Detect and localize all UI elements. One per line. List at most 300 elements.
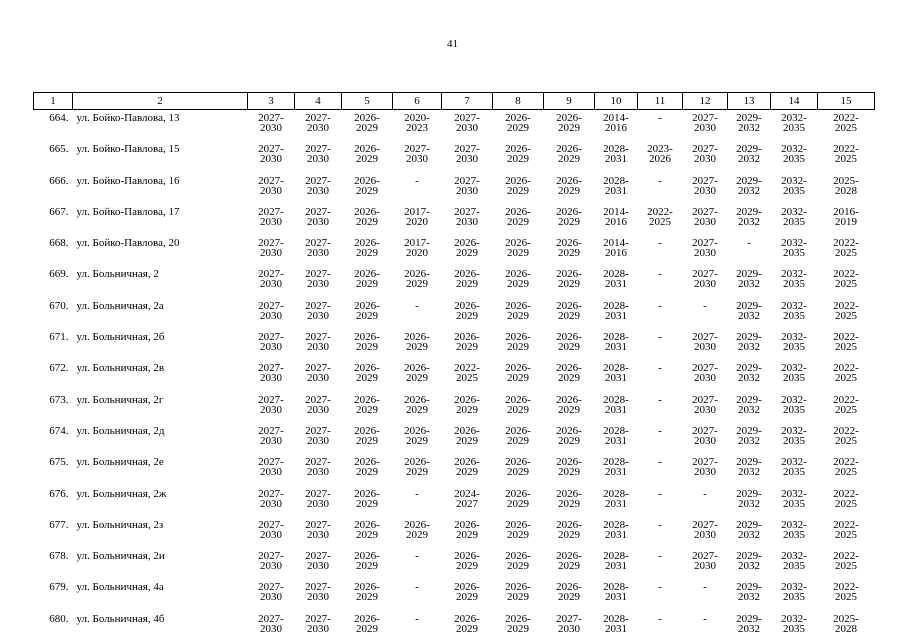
row-number: 665. <box>34 141 73 172</box>
period-start: 2027- <box>683 395 728 405</box>
period-end: 2030 <box>248 561 295 571</box>
period-end: 2030 <box>295 561 342 571</box>
period-start: 2026- <box>544 363 595 373</box>
column-header: 6 <box>393 93 442 110</box>
period-end: 2035 <box>771 561 818 571</box>
period-cell <box>638 579 683 610</box>
table-row <box>34 266 875 297</box>
period-start: - <box>638 269 683 279</box>
period-start: 2027- <box>683 207 728 217</box>
period-cell <box>295 454 342 485</box>
period-cell <box>248 110 295 142</box>
period-cell <box>638 110 683 142</box>
period-end: 2025 <box>818 405 875 415</box>
period-cell <box>442 548 493 579</box>
period-start: - <box>638 238 683 248</box>
period-cell <box>638 173 683 204</box>
period-cell <box>442 579 493 610</box>
period-end: 2032 <box>728 123 771 133</box>
period-start: 2027- <box>442 176 493 186</box>
period-end: 2016 <box>595 217 638 227</box>
period-start: 2026- <box>493 301 544 311</box>
period-end: 2029 <box>342 373 393 383</box>
period-start: 2027- <box>248 176 295 186</box>
period-cell <box>248 235 295 266</box>
period-end: 2029 <box>442 311 493 321</box>
column-header: 13 <box>728 93 771 110</box>
period-cell <box>818 298 875 329</box>
period-start: 2026- <box>442 301 493 311</box>
period-start: 2027- <box>683 269 728 279</box>
period-cell <box>493 204 544 235</box>
period-cell <box>771 110 818 142</box>
period-end: 2029 <box>442 405 493 415</box>
period-cell <box>393 392 442 423</box>
period-end: 2030 <box>295 499 342 509</box>
period-start: 2027- <box>295 332 342 342</box>
period-start: 2026- <box>442 426 493 436</box>
period-cell <box>544 141 595 172</box>
address-cell: ул. Бойко-Павлова, 13 <box>73 110 248 142</box>
period-start: 2029- <box>728 144 771 154</box>
period-end: 2031 <box>595 592 638 602</box>
period-start: 2027- <box>683 332 728 342</box>
period-end: 2029 <box>342 248 393 258</box>
period-start: 2027- <box>248 520 295 530</box>
period-start: 2032- <box>771 332 818 342</box>
period-start: 2026- <box>393 457 442 467</box>
period-end: 2031 <box>595 154 638 164</box>
period-cell <box>248 611 295 642</box>
period-cell <box>544 517 595 548</box>
period-cell <box>442 392 493 423</box>
period-end: 2030 <box>683 405 728 415</box>
period-start: 2014- <box>595 207 638 217</box>
period-start: 2027- <box>295 301 342 311</box>
period-cell <box>248 204 295 235</box>
period-cell <box>493 454 544 485</box>
period-cell <box>728 611 771 642</box>
period-cell <box>442 329 493 360</box>
period-end: 2030 <box>248 279 295 289</box>
period-end: 2029 <box>544 530 595 540</box>
period-end: 2035 <box>771 186 818 196</box>
period-cell <box>771 329 818 360</box>
period-start: 2026- <box>493 144 544 154</box>
period-end: 2032 <box>728 342 771 352</box>
period-cell <box>393 298 442 329</box>
period-cell <box>728 360 771 391</box>
period-cell <box>493 486 544 517</box>
period-end: 2032 <box>728 499 771 509</box>
period-start: 2026- <box>544 551 595 561</box>
column-header: 7 <box>442 93 493 110</box>
period-cell <box>342 266 393 297</box>
period-end: 2029 <box>544 436 595 446</box>
period-end: 2029 <box>342 279 393 289</box>
period-end: 2029 <box>342 154 393 164</box>
period-end: 2029 <box>342 186 393 196</box>
period-start: 2026- <box>493 176 544 186</box>
period-cell <box>342 110 393 142</box>
period-end: 2029 <box>393 373 442 383</box>
period-end: 2029 <box>493 186 544 196</box>
period-end: 2016 <box>595 123 638 133</box>
period-cell <box>818 329 875 360</box>
period-end: 2032 <box>728 624 771 634</box>
period-cell <box>818 423 875 454</box>
period-start: 2032- <box>771 144 818 154</box>
period-end: 2030 <box>683 436 728 446</box>
period-start: 2026- <box>442 457 493 467</box>
period-start: 2026- <box>342 363 393 373</box>
period-cell <box>728 392 771 423</box>
period-start: 2022- <box>818 332 875 342</box>
period-cell <box>295 173 342 204</box>
period-end: 2031 <box>595 311 638 321</box>
period-end: 2032 <box>728 467 771 477</box>
period-start: - <box>393 489 442 499</box>
period-start: 2026- <box>442 395 493 405</box>
table-row <box>34 392 875 423</box>
period-end: 2029 <box>493 499 544 509</box>
period-start: 2016- <box>818 207 875 217</box>
period-end: 2029 <box>393 279 442 289</box>
period-start: 2017- <box>393 207 442 217</box>
period-start: 2026- <box>493 207 544 217</box>
period-start: 2028- <box>595 301 638 311</box>
period-start: 2029- <box>728 363 771 373</box>
period-cell <box>771 611 818 642</box>
period-start: - <box>393 176 442 186</box>
period-end: 2030 <box>295 279 342 289</box>
period-cell <box>595 579 638 610</box>
period-cell <box>683 548 728 579</box>
period-end: 2030 <box>248 248 295 258</box>
period-end: 2031 <box>595 186 638 196</box>
period-cell <box>818 454 875 485</box>
period-start: 2027- <box>248 457 295 467</box>
period-cell <box>295 298 342 329</box>
period-start: 2029- <box>728 269 771 279</box>
period-start: 2026- <box>342 489 393 499</box>
period-end: 2035 <box>771 530 818 540</box>
period-start: 2027- <box>295 238 342 248</box>
period-cell <box>342 423 393 454</box>
row-number: 677. <box>34 517 73 548</box>
period-cell <box>393 173 442 204</box>
period-start: 2022- <box>818 269 875 279</box>
row-number: 668. <box>34 235 73 266</box>
period-end: 2031 <box>595 467 638 477</box>
period-end: 2020 <box>393 217 442 227</box>
period-start: 2029- <box>728 332 771 342</box>
period-start: - <box>683 301 728 311</box>
period-start: 2027- <box>295 457 342 467</box>
period-end: 2029 <box>342 217 393 227</box>
period-cell <box>442 454 493 485</box>
period-end: 2035 <box>771 436 818 446</box>
period-start: 2025- <box>818 176 875 186</box>
address-cell: ул. Больничная, 2в <box>73 360 248 391</box>
period-start: - <box>393 551 442 561</box>
period-cell <box>248 360 295 391</box>
period-start: 2026- <box>393 520 442 530</box>
period-start: 2026- <box>342 426 393 436</box>
period-end: 2029 <box>544 467 595 477</box>
period-start: 2022- <box>818 238 875 248</box>
period-cell <box>393 517 442 548</box>
row-number: 680. <box>34 611 73 642</box>
period-end: 2030 <box>248 373 295 383</box>
period-end: 2030 <box>442 154 493 164</box>
table-row <box>34 517 875 548</box>
period-cell <box>595 423 638 454</box>
period-end: 2029 <box>493 248 544 258</box>
period-end: 2025 <box>818 248 875 258</box>
period-cell <box>295 329 342 360</box>
period-cell <box>442 141 493 172</box>
schedule-table <box>33 92 875 642</box>
period-start: 2026- <box>342 269 393 279</box>
period-cell <box>728 517 771 548</box>
period-cell <box>493 392 544 423</box>
table-row <box>34 360 875 391</box>
period-start: 2027- <box>248 614 295 624</box>
period-cell <box>683 517 728 548</box>
period-cell <box>393 548 442 579</box>
period-end: 2029 <box>342 624 393 634</box>
row-number: 667. <box>34 204 73 235</box>
period-cell <box>442 611 493 642</box>
period-cell <box>771 486 818 517</box>
period-cell <box>493 235 544 266</box>
period-cell <box>818 266 875 297</box>
period-start: 2032- <box>771 207 818 217</box>
period-end: 2025 <box>818 530 875 540</box>
period-end: 2035 <box>771 217 818 227</box>
period-cell <box>442 423 493 454</box>
period-cell <box>683 110 728 142</box>
period-end: 2030 <box>295 467 342 477</box>
period-end: 2035 <box>771 311 818 321</box>
period-cell <box>393 141 442 172</box>
table-row <box>34 548 875 579</box>
period-end: 2035 <box>771 154 818 164</box>
period-start: 2027- <box>248 269 295 279</box>
period-cell <box>342 298 393 329</box>
period-cell <box>393 579 442 610</box>
period-cell <box>342 579 393 610</box>
period-cell <box>683 454 728 485</box>
period-cell <box>771 235 818 266</box>
period-start: 2026- <box>342 238 393 248</box>
period-cell <box>818 235 875 266</box>
table-row <box>34 141 875 172</box>
period-cell <box>818 392 875 423</box>
period-end: 2029 <box>493 123 544 133</box>
period-start: 2032- <box>771 426 818 436</box>
period-start: 2032- <box>771 457 818 467</box>
period-start: 2022- <box>818 426 875 436</box>
period-end: 2031 <box>595 373 638 383</box>
period-cell <box>295 360 342 391</box>
period-start: 2028- <box>595 144 638 154</box>
period-end: 2030 <box>295 405 342 415</box>
row-number: 670. <box>34 298 73 329</box>
period-cell <box>295 204 342 235</box>
period-end: 2030 <box>683 248 728 258</box>
row-number: 675. <box>34 454 73 485</box>
period-cell <box>493 579 544 610</box>
period-end: 2030 <box>295 342 342 352</box>
period-end: 2031 <box>595 405 638 415</box>
period-cell <box>544 548 595 579</box>
period-start: 2027- <box>683 144 728 154</box>
period-cell <box>295 423 342 454</box>
period-cell <box>544 266 595 297</box>
period-end: 2025 <box>818 592 875 602</box>
period-cell <box>728 454 771 485</box>
period-end: 2025 <box>818 279 875 289</box>
period-cell <box>818 517 875 548</box>
table-row <box>34 486 875 517</box>
period-start: 2026- <box>442 551 493 561</box>
period-cell <box>595 454 638 485</box>
period-cell <box>638 486 683 517</box>
address-cell: ул. Больничная, 2д <box>73 423 248 454</box>
period-cell <box>595 360 638 391</box>
period-cell <box>595 235 638 266</box>
period-cell <box>771 204 818 235</box>
period-cell <box>544 329 595 360</box>
page-number: 41 <box>0 38 905 50</box>
period-cell <box>393 329 442 360</box>
period-cell <box>248 517 295 548</box>
period-cell <box>493 517 544 548</box>
period-start: 2028- <box>595 457 638 467</box>
period-cell <box>544 392 595 423</box>
period-end: 2030 <box>295 311 342 321</box>
period-cell <box>638 548 683 579</box>
row-number: 674. <box>34 423 73 454</box>
period-start: 2027- <box>248 551 295 561</box>
period-end: 2030 <box>248 467 295 477</box>
period-start: - <box>638 520 683 530</box>
period-end: 2030 <box>683 279 728 289</box>
period-start: 2027- <box>295 551 342 561</box>
period-cell <box>493 141 544 172</box>
period-start: 2017- <box>393 238 442 248</box>
period-start: 2032- <box>771 551 818 561</box>
address-cell: ул. Больничная, 2е <box>73 454 248 485</box>
period-end: 2030 <box>442 217 493 227</box>
period-start: 2027- <box>295 614 342 624</box>
period-start: 2022- <box>818 395 875 405</box>
period-start: 2028- <box>595 363 638 373</box>
period-start: 2026- <box>342 457 393 467</box>
period-start: 2026- <box>493 551 544 561</box>
period-start: 2026- <box>342 176 393 186</box>
period-start: 2025- <box>818 614 875 624</box>
period-end: 2032 <box>728 373 771 383</box>
row-number: 672. <box>34 360 73 391</box>
period-start: 2026- <box>342 207 393 217</box>
period-cell <box>638 423 683 454</box>
period-start: 2026- <box>544 113 595 123</box>
period-start: 2022- <box>818 113 875 123</box>
period-start: 2026- <box>493 457 544 467</box>
period-end: 2029 <box>493 467 544 477</box>
period-start: 2028- <box>595 269 638 279</box>
period-cell <box>544 486 595 517</box>
column-header: 12 <box>683 93 728 110</box>
period-start: 2027- <box>295 582 342 592</box>
period-cell <box>442 298 493 329</box>
period-start: 2027- <box>683 520 728 530</box>
period-end: 2029 <box>544 561 595 571</box>
period-end: 2025 <box>818 311 875 321</box>
period-start: 2022- <box>818 363 875 373</box>
period-cell <box>638 611 683 642</box>
period-end: 2029 <box>342 592 393 602</box>
period-start: 2026- <box>544 144 595 154</box>
table-row <box>34 110 875 142</box>
period-end: 2030 <box>248 592 295 602</box>
period-start: 2026- <box>342 614 393 624</box>
period-start: 2028- <box>595 426 638 436</box>
period-end: 2029 <box>342 561 393 571</box>
period-cell <box>771 298 818 329</box>
period-start: - <box>638 582 683 592</box>
period-start: - <box>393 301 442 311</box>
period-cell <box>248 392 295 423</box>
period-start: - <box>638 332 683 342</box>
period-start: 2026- <box>544 457 595 467</box>
period-end: 2029 <box>544 248 595 258</box>
period-end: 2030 <box>248 530 295 540</box>
period-end: 2035 <box>771 248 818 258</box>
period-start: 2027- <box>295 176 342 186</box>
period-start: 2028- <box>595 582 638 592</box>
period-start: 2027- <box>683 363 728 373</box>
column-header: 4 <box>295 93 342 110</box>
period-end: 2031 <box>595 624 638 634</box>
period-end: 2029 <box>442 561 493 571</box>
period-cell <box>638 141 683 172</box>
period-cell <box>342 548 393 579</box>
period-cell <box>544 454 595 485</box>
period-end: 2029 <box>393 436 442 446</box>
period-start: 2026- <box>544 489 595 499</box>
row-number: 676. <box>34 486 73 517</box>
period-start: - <box>638 457 683 467</box>
period-end: 2025 <box>818 561 875 571</box>
period-start: - <box>638 301 683 311</box>
table-row <box>34 298 875 329</box>
period-cell <box>771 423 818 454</box>
period-cell <box>638 392 683 423</box>
address-cell: ул. Больничная, 2и <box>73 548 248 579</box>
period-end: 2025 <box>818 123 875 133</box>
period-cell <box>728 579 771 610</box>
period-end: 2029 <box>493 624 544 634</box>
period-start: - <box>393 582 442 592</box>
period-cell <box>638 204 683 235</box>
period-end: 2029 <box>493 592 544 602</box>
period-start: 2027- <box>683 113 728 123</box>
period-end: 2030 <box>683 154 728 164</box>
